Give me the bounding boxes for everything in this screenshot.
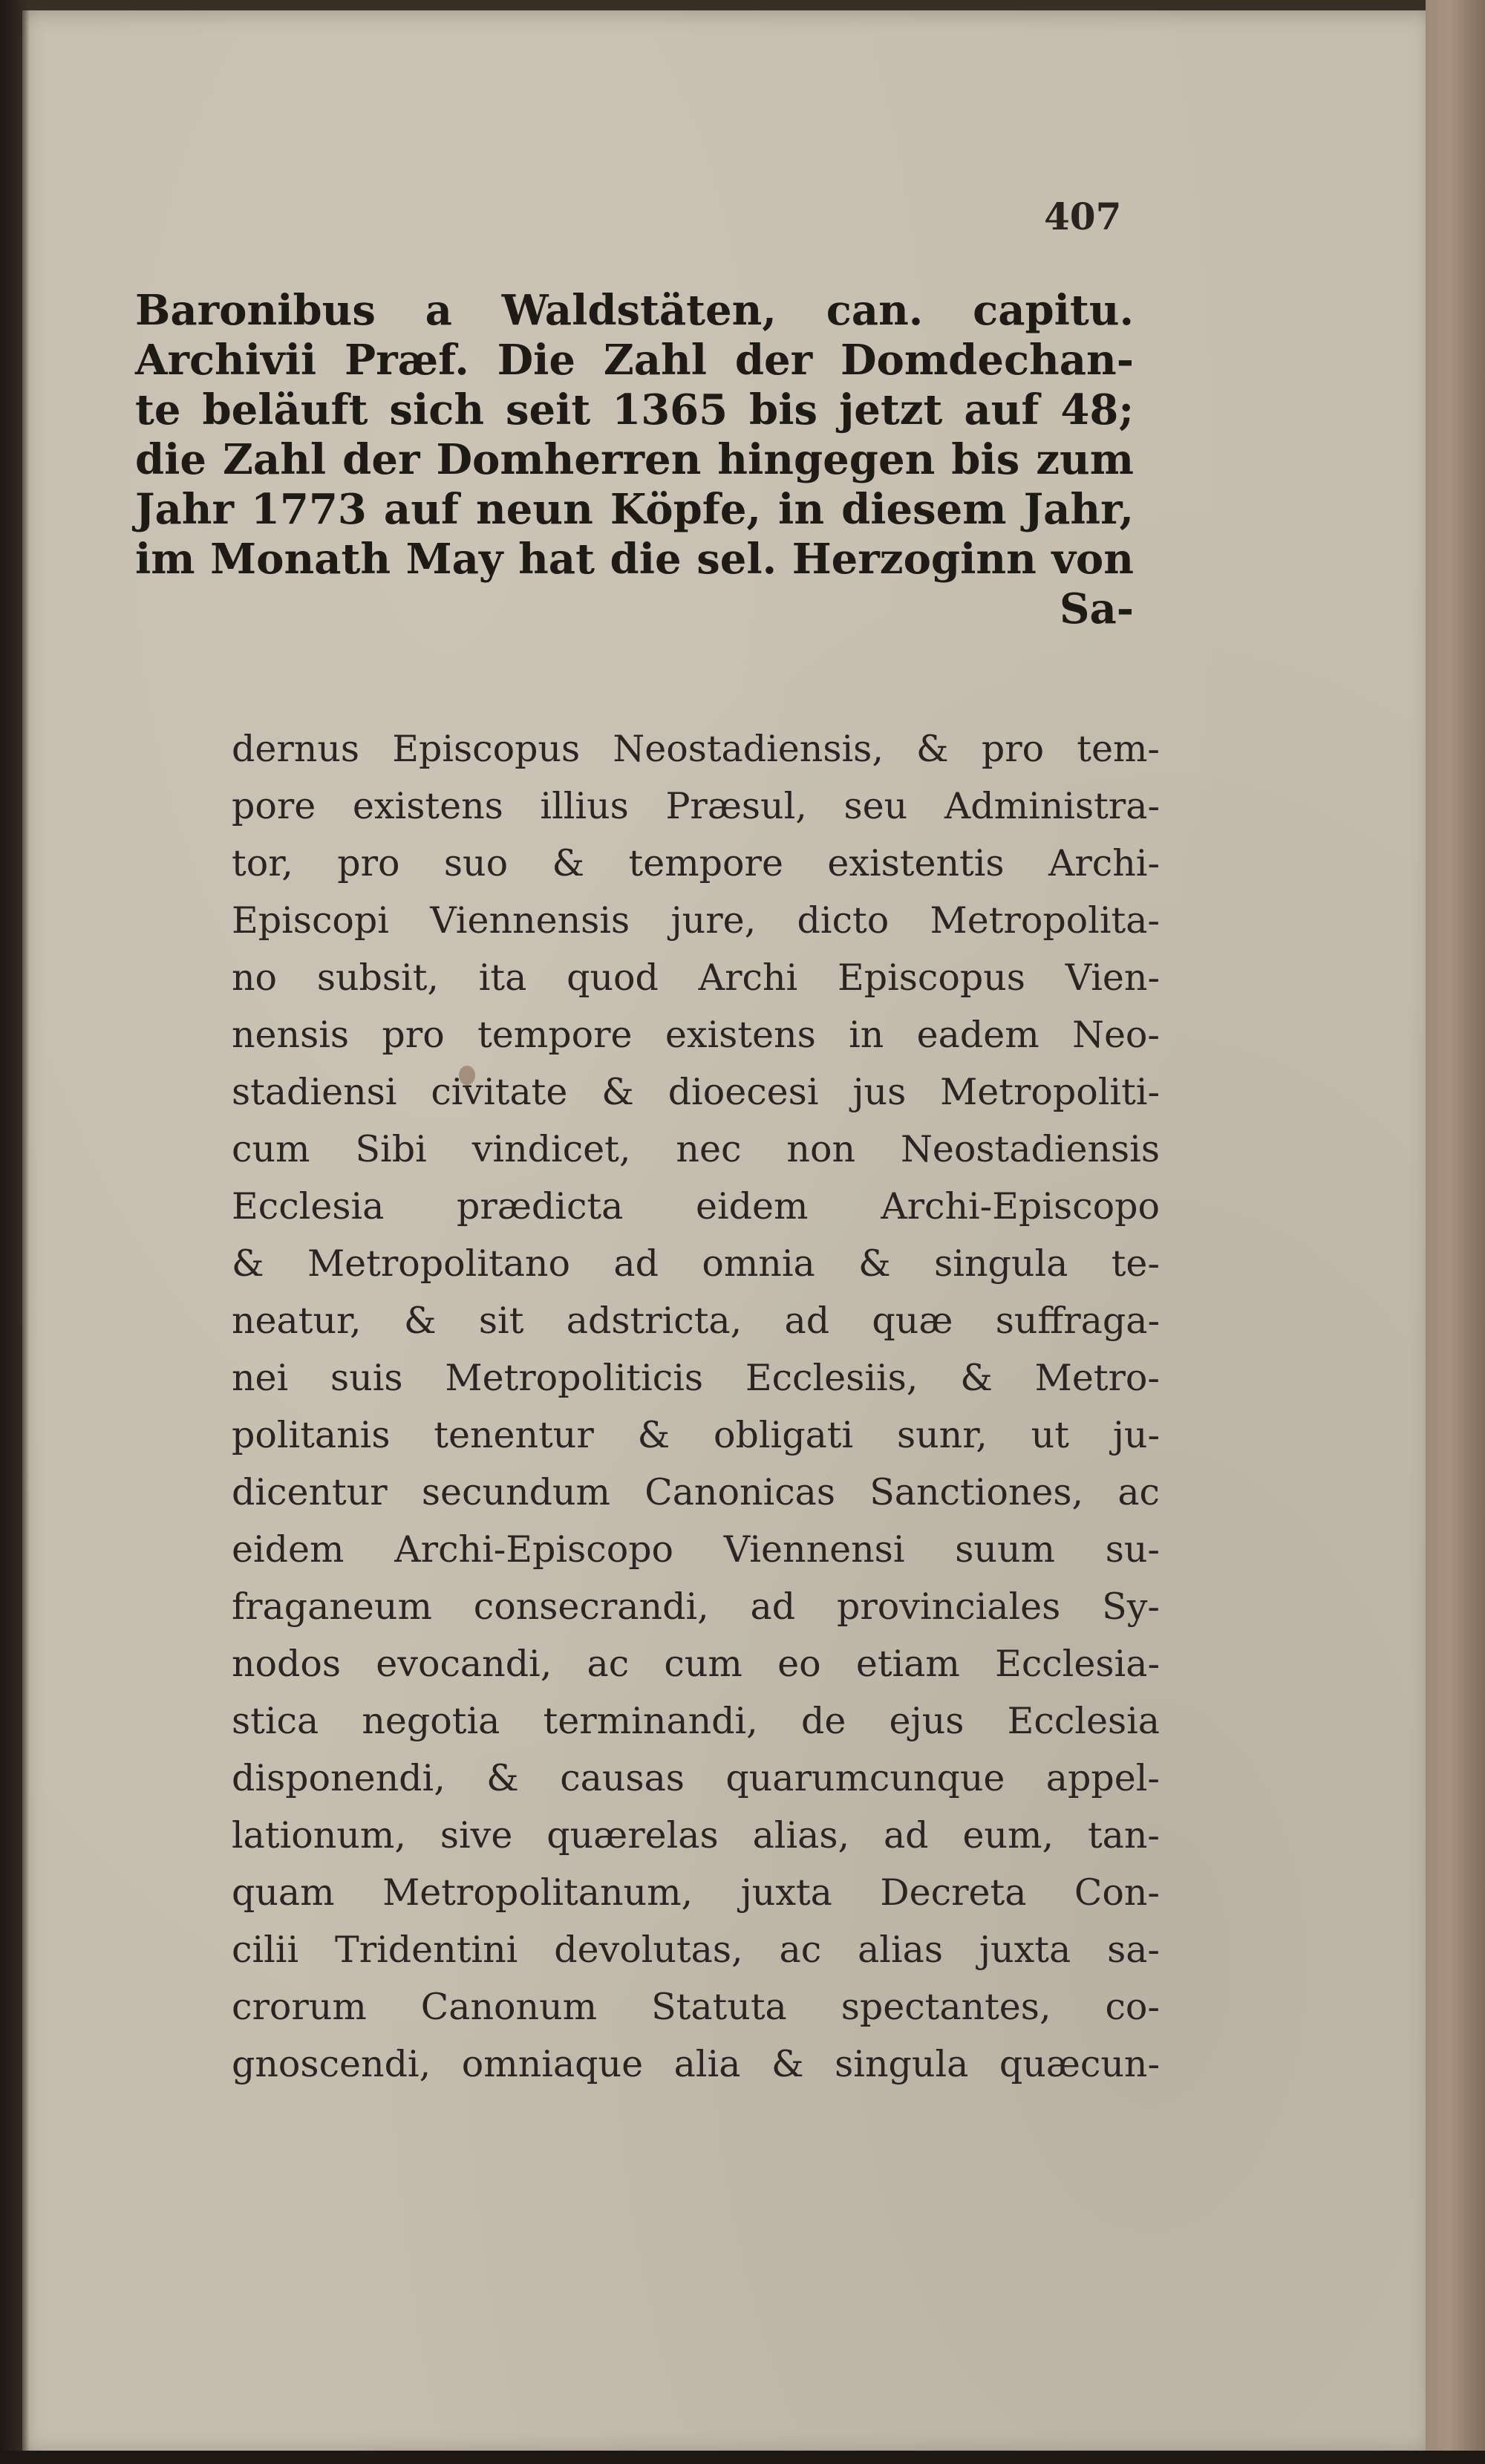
text-line: nei suis Metropoliticis Ecclesiis, & Metro- — [232, 1357, 1160, 1399]
footnote-block — [135, 286, 1134, 634]
text-line: quam Metropolitanum, juxta Decreta Con- — [232, 1871, 1160, 1914]
footnote-line: die Zahl der Domherren hingegen bis zum — [135, 435, 1134, 484]
text-line: tor, pro suo & tempore existentis Archi- — [232, 842, 1160, 884]
footnote-line: Jahr 1773 auf neun Köpfe, in diesem Jahr, — [135, 485, 1134, 534]
text-line: Episcopi Viennensis jure, dicto Metropolita- — [232, 899, 1160, 942]
text-line: neatur, & sit adstricta, ad quæ suffraga- — [232, 1300, 1160, 1342]
text-line: fraganeum consecrandi, ad provinciales Sy- — [232, 1585, 1160, 1628]
text-line: & Metropolitano ad omnia & singula te- — [232, 1242, 1160, 1285]
page-number: 407 — [1044, 195, 1122, 238]
text-line: stadiensi civitate & dioecesi jus Metropoliti- — [232, 1071, 1160, 1113]
text-line: no subsit, ita quod Archi Episcopus Vien- — [232, 956, 1160, 999]
text-line: cum Sibi vindicet, nec non Neostadiensis — [232, 1128, 1160, 1170]
text-line: politanis tenentur & obligati sunr, ut ju- — [232, 1414, 1160, 1456]
scan-border — [0, 2451, 1485, 2464]
text-line: dicentur secundum Canonicas Sanctiones, ac — [232, 1471, 1160, 1513]
text-line: Ecclesia prædicta eidem Archi-Episcopo — [232, 1185, 1160, 1228]
text-line: stica negotia terminandi, de ejus Ecclesia — [232, 1700, 1160, 1742]
footnote-line: Archivii Præf. Die Zahl der Domdechan- — [135, 336, 1134, 385]
text-line: crorum Canonum Statuta spectantes, co- — [232, 1986, 1160, 2028]
footnote-catchword: Sa- — [1060, 584, 1134, 633]
footnote-line: Baronibus a Waldstäten, can. capitu. — [135, 286, 1134, 335]
page-edge — [1426, 0, 1485, 2464]
text-line: nodos evocandi, ac cum eo etiam Ecclesia- — [232, 1643, 1160, 1685]
text-line: cilii Tridentini devolutas, ac alias juxta sa- — [232, 1929, 1160, 1971]
text-line: nensis pro tempore existens in eadem Neo- — [232, 1014, 1160, 1056]
text-line: gnoscendi, omniaque alia & singula quæcun- — [232, 2043, 1160, 2085]
footnote-line: te beläuft sich seit 1365 bis jetzt auf 48; — [135, 385, 1134, 434]
text-line: pore existens illius Præsul, seu Administra- — [232, 785, 1160, 827]
footnote-line: im Monath May hat die sel. Herzoginn von — [135, 535, 1134, 584]
text-line: disponendi, & causas quarumcunque appel- — [232, 1757, 1160, 1799]
text-line: eidem Archi-Episcopo Viennensi suum su- — [232, 1528, 1160, 1571]
book-gutter — [0, 0, 30, 2464]
text-line: dernus Episcopus Neostadiensis, & pro tem- — [232, 728, 1160, 770]
text-line: lationum, sive quærelas alias, ad eum, tan- — [232, 1814, 1160, 1857]
body-text — [232, 720, 1160, 2093]
